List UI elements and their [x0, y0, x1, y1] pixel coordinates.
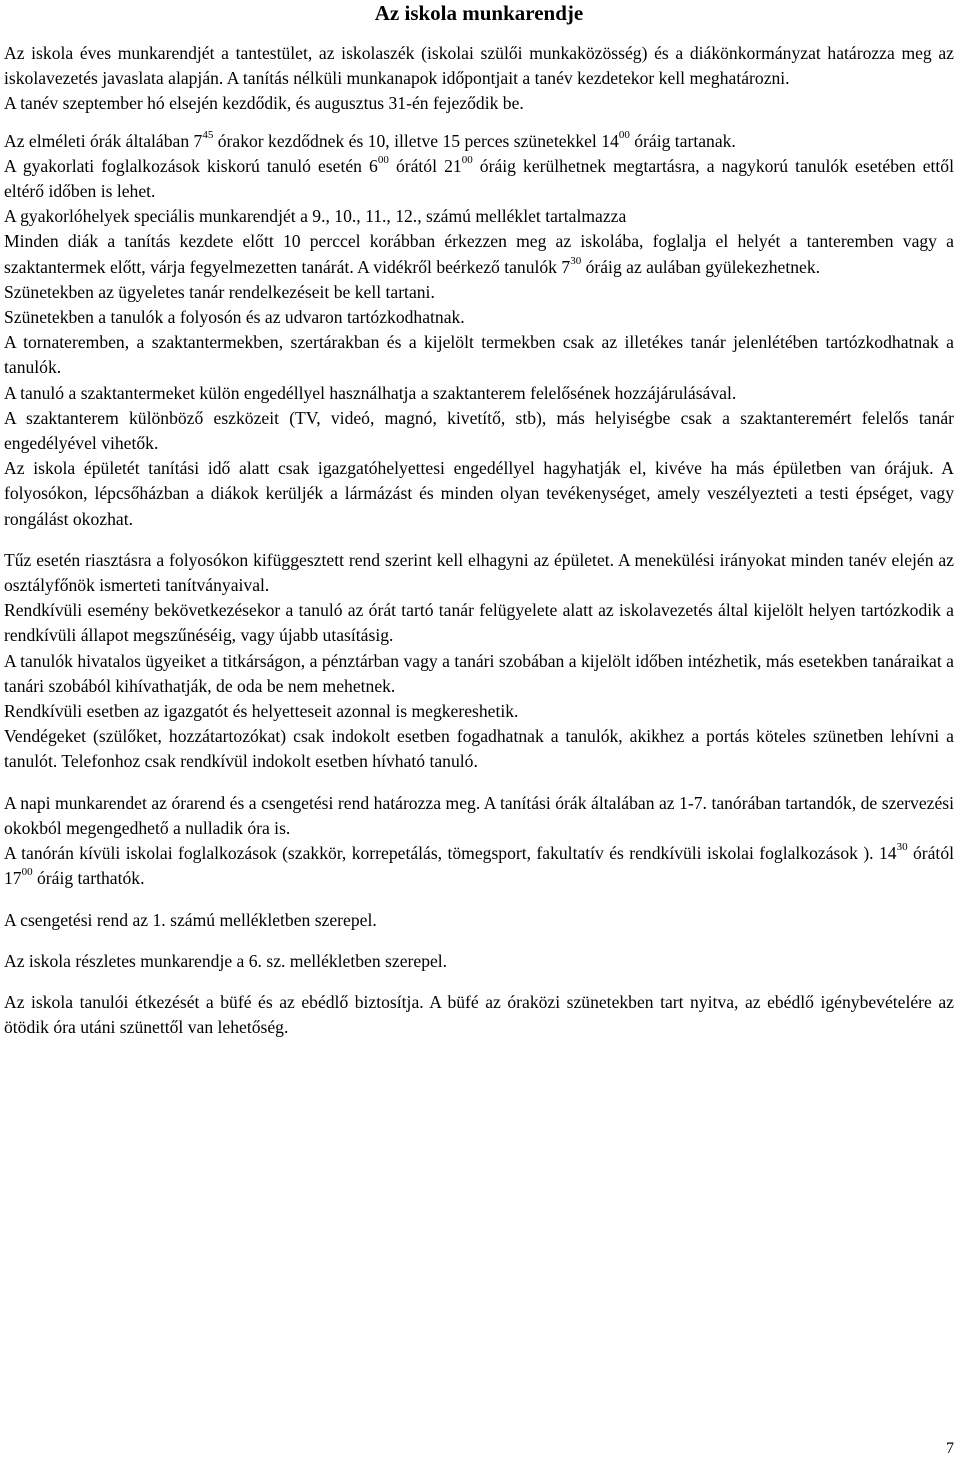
- paragraph-equipment: A szaktanterem különböző eszközeit (TV, videó, magnó, kivetítő, stb), más helyiségbe csak a szaktanteremért felelős tanár engedélyével vihetők.: [4, 407, 954, 454]
- paragraph-extracurricular: A tanórán kívüli iskolai foglalkozások (szakkör, korrepetálás, tömegsport, fakultatív és rendkívüli iskolai foglalkozások ). $14^{30}$ órától $17^{00}$ óráig tarthatók.: [4, 841, 954, 889]
- paragraph-arrival: Minden diák a tanítás kezdete előtt 10 perccel korábban érkezzen meg az iskolába, foglalja el helyét a tanteremben vagy a szaktantermek előtt, várja fegyelmezetten tanárát. A vidékről beérkező tanulók $7^{30}$ óráig az aulában gyülekezhetnek.: [4, 231, 954, 277]
- paragraph-practice-places: A gyakorlóhelyek speciális munkarendjét a 9., 10., 11., 12., számú melléklet tartalmazza: [4, 206, 627, 227]
- page-title: Az iskola munkarendje: [374, 1, 584, 25]
- paragraph-official-affairs: A tanulók hivatalos ügyeiket a titkárságon, a pénztárban vagy a tanári szobában a kijelölt időben intézhetik, más esetekben tanáraikat a tanári szobából kihívathatják, de oda be nem mehetnek.: [4, 650, 954, 696]
- paragraph-detailed-schedule: Az iskola részletes munkarendje a 6. sz. mellékletben szerepel.: [4, 950, 448, 971]
- paragraph-school-year: A tanév szeptember hó elsején kezdődik, és augusztus 31-én fejeződik be.: [4, 93, 524, 114]
- paragraph-theory-hours: Az elméleti órák általában $7^{45}$ órakor kezdődnek és 10, illetve 15 perces szünetekkel $14^{00}$ óráig tartanak.: [4, 128, 736, 151]
- paragraph-emergency: Rendkívüli esemény bekövetkezésekor a tanuló az órát tartó tanár felügyelete alatt az iskolavezetés által kijelölt helyen tartózkodik a rendkívüli állapot megszűnéséig, vagy újabb utasításig.: [4, 600, 954, 646]
- paragraph-annual-schedule: Az iskola éves munkarendjét a tantestület, az iskolaszék (iskolai szülői munkaközösség) és a diákönkormányzat határozza meg az iskolavezetés javaslata alapján. A tanítás nélküli munkanapok időpontjait a tanév kezdetekor kell meghatározni.: [4, 43, 954, 89]
- paragraph-daily-schedule: A napi munkarendet az órarend és a csengetési rend határozza meg. A tanítási órák általában az 1-7. tanórában tartandók, de szervezési okokból megengedhető a nulladik óra is.: [4, 792, 954, 838]
- paragraph-fire: Tűz esetén riasztásra a folyosókon kifüggesztett rend szerint kell elhagyni az épületet. A menekülési irányokat minden tanév elején az osztályfőnök ismerteti tanítványaival.: [4, 549, 954, 596]
- paragraph-principal: Rendkívüli esetben az igazgatót és helyetteseit azonnal is megkereshetik.: [4, 701, 519, 722]
- paragraph-breaks-duty: Szünetekben az ügyeletes tanár rendelkezéseit be kell tartani.: [4, 281, 435, 302]
- paragraph-special-rooms: A tanuló a szaktantermeket külön engedéllyel használhatja a szaktanterem felelősének hozzájárulásával.: [4, 382, 737, 403]
- document-page: [4, 0, 954, 1040]
- page-number: 7: [946, 1440, 954, 1457]
- paragraph-catering: Az iskola tanulói étkezését a büfé és az ebédlő biztosítja. A büfé az óraközi szünetekben tart nyitva, az ebédlő igénybevételére az ötödik óra utáni szünettől van lehetőség.: [4, 991, 954, 1038]
- paragraph-breaks-location: Szünetekben a tanulók a folyosón és az udvaron tartózkodhatnak.: [4, 307, 465, 328]
- paragraph-bell-schedule: A csengetési rend az 1. számú mellékletben szerepel.: [4, 909, 377, 930]
- paragraph-leaving-building: Az iskola épületét tanítási idő alatt csak igazgatóhelyettesi engedéllyel hagyhatják el, kivéve ha más épületben van órájuk. A folyosókon, lépcsőházban a diákok kerüljék a lármázást és minden olyan tevékenységet, amely veszélyezteti a testi épséget, vagy rongálást okozhat.: [4, 458, 954, 529]
- paragraph-gym: A tornateremben, a szaktantermekben, szertárakban és a kijelölt termekben csak az illetékes tanár jelenlétében tartózkodhatnak a tanulók.: [4, 332, 954, 378]
- paragraph-visitors: Vendégeket (szülőket, hozzátartozókat) csak indokolt esetben fogadhatnak a tanulók, akikhez a portás köteles szünetben lehívni a tanulót. Telefonhoz csak rendkívül indokolt esetben hívható tanuló.: [4, 726, 954, 772]
- paragraph-practice-hours: A gyakorlati foglalkozások kiskorú tanuló esetén $6^{00}$ órától $21^{00}$ óráig kerülhetnek megtartásra, a nagykorú tanulók esetében ettől eltérő időben is lehet.: [4, 153, 954, 202]
